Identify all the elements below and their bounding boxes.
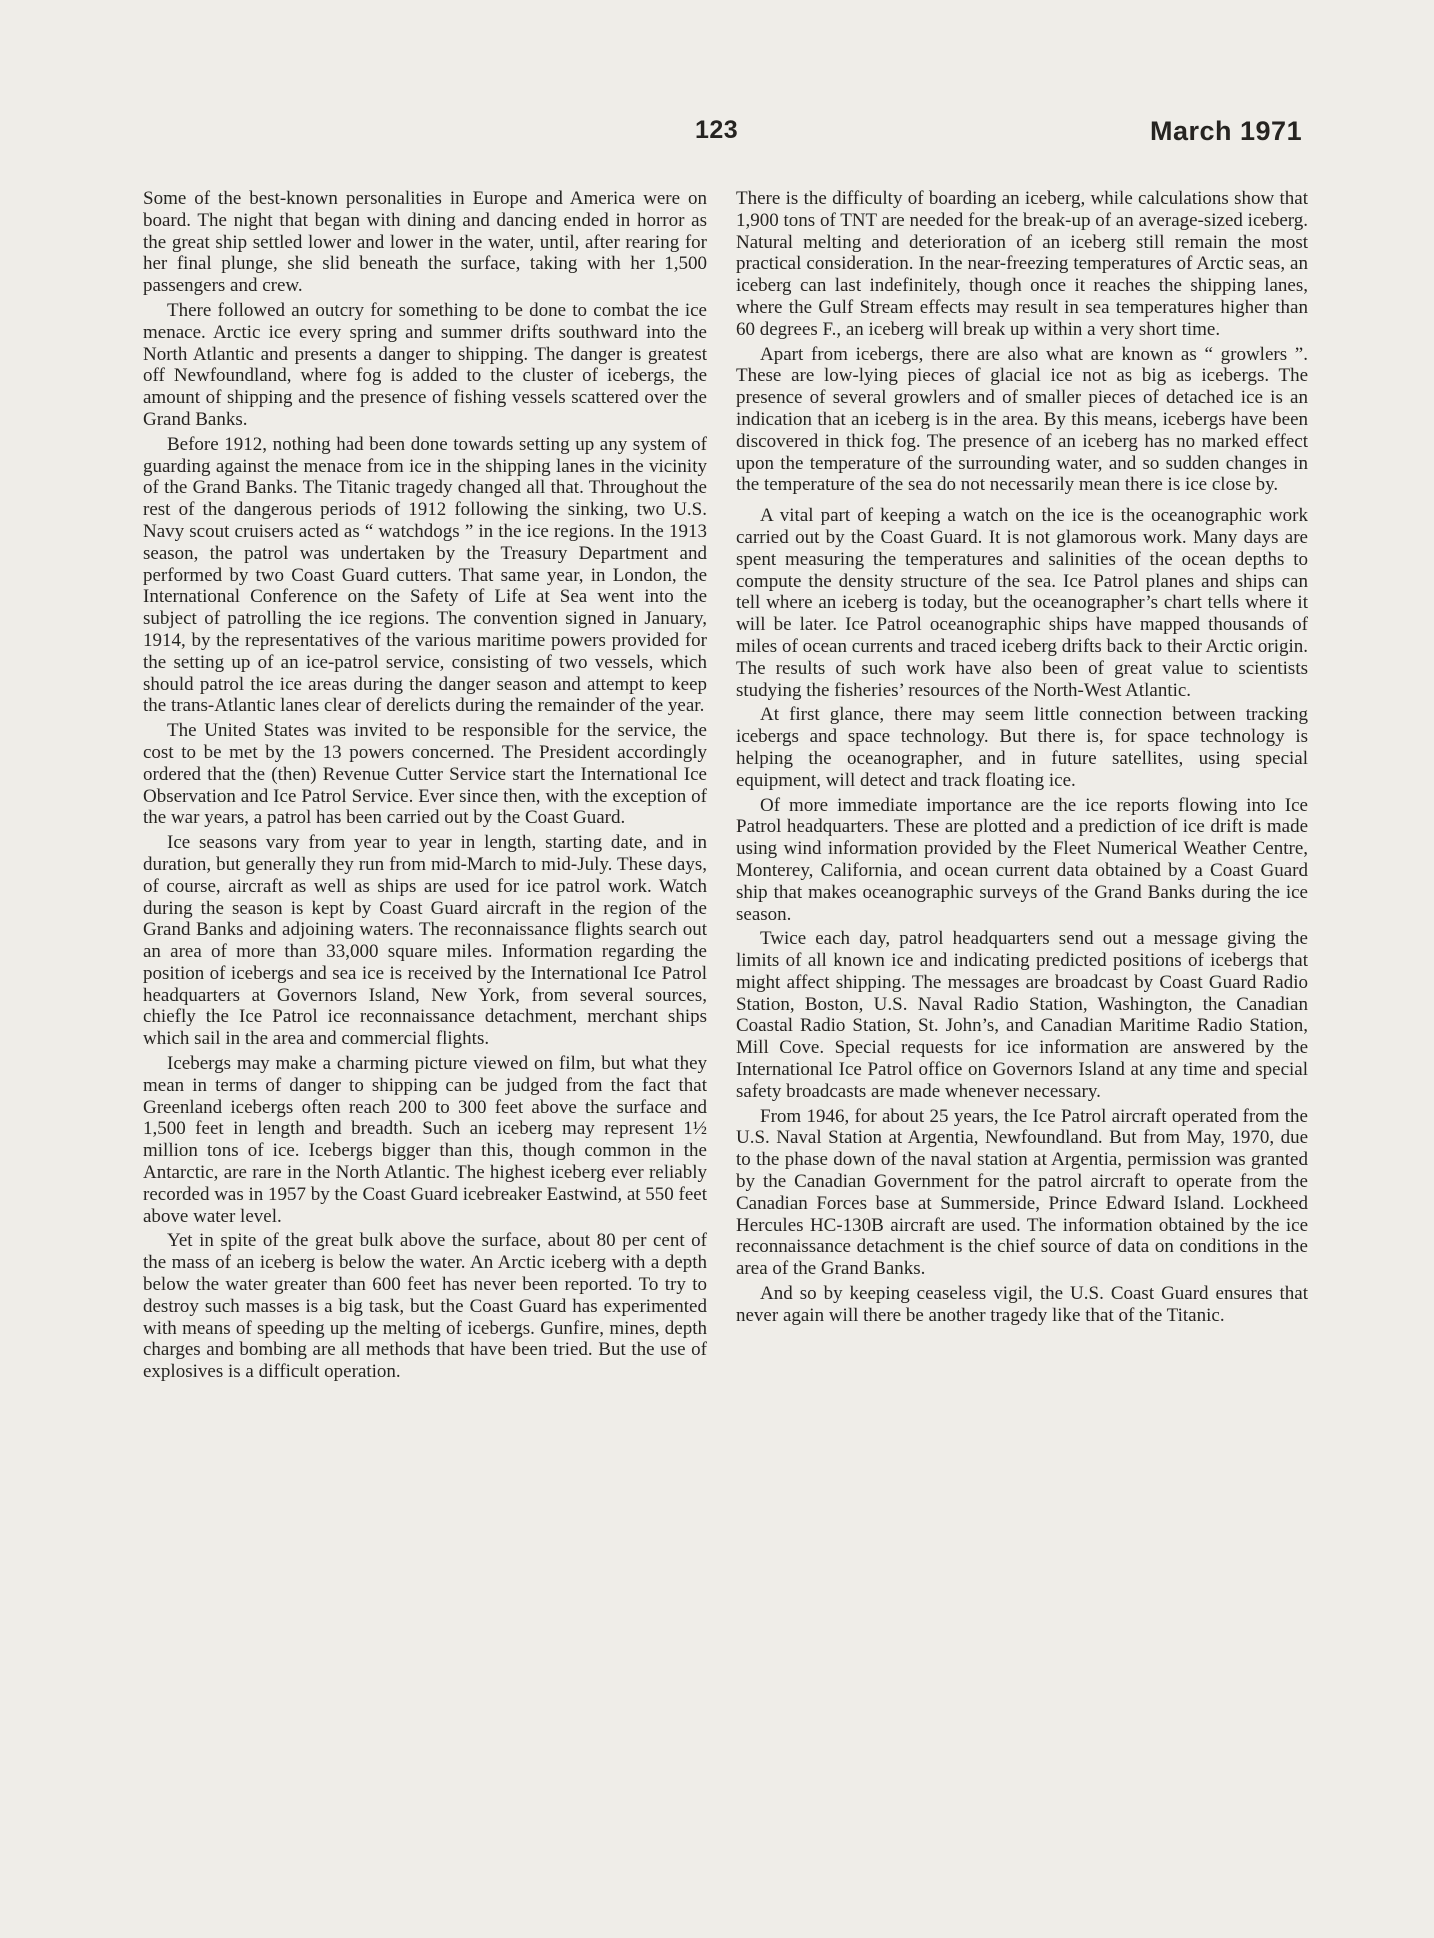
paragraph: The United States was invited to be responsible for the service, the cost to be met by the 13 powers concerned. The President accordingly ordered that the (then) Revenue Cutter Service start the International Ice Observation and Ice Patrol Service. Ever since then, with the exception of the war years, a patrol has been carried out by the Coast Guard. — [143, 720, 707, 829]
paragraph: Ice seasons vary from year to year in length, starting date, and in duration, but generally they run from mid-March to mid-July. These days, of course, aircraft as well as ships are used for ice patrol work. Watch during the season is kept by Coast Guard aircraft in the region of the Grand Banks and adjoining waters. The reconnaissance flights search out an area of more than 33,000 square miles. Information regarding the position of icebergs and sea ice is received by the International Ice Patrol headquarters at Governors Island, New York, from several sources, chiefly the Ice Patrol ice reconnaissance detachment, merchant ships which sail in the area and commercial flights. — [143, 832, 707, 1050]
paragraph: From 1946, for about 25 years, the Ice Patrol aircraft operated from the U.S. Naval Station at Argentia, Newfoundland. But from May, 1970, due to the phase down of the naval station at Argentia, permission was granted by the Canadian Government for the patrol aircraft to operate from the Canadian Forces base at Summerside, Prince Edward Island. Lockheed Hercules HC-130B aircraft are used. The information obtained by the ice reconnaissance detachment is the chief source of data on conditions in the area of the Grand Banks. — [736, 1105, 1308, 1280]
paragraph: Twice each day, patrol headquarters send out a message giving the limits of all known ice and indicating predicted positions of icebergs that might affect shipping. The messages are broadcast by Coast Guard Radio Station, Boston, U.S. Naval Radio Station, Washington, the Canadian Coastal Radio Station, St. John’s, and Canadian Maritime Radio Station, Mill Cove. Special requests for ice information are answered by the International Ice Patrol office on Governors Island at any time and special safety broadcasts are made whenever necessary. — [736, 928, 1308, 1102]
issue-date: March 1971 — [1150, 116, 1303, 146]
paragraph: Icebergs may make a charming picture viewed on film, but what they mean in terms of danger to shipping can be judged from the fact that Greenland icebergs often reach 200 to 300 feet above the surface and 1,500 feet in length and breadth. Such an iceberg may represent 1½ million tons of ice. Icebergs bigger than this, though common in the Antarctic, are rare in the North Atlantic. The highest iceberg ever reliably recorded was in 1957 by the Coast Guard icebreaker Eastwind, at 550 feet above water level. — [143, 1053, 707, 1227]
paragraph: There followed an outcry for something to be done to combat the ice menace. Arctic ice every spring and summer drifts southward into the North Atlantic and presents a danger to shipping. The danger is greatest off Newfoundland, where fog is added to the cluster of icebergs, the amount of shipping and the presence of fishing vessels scattered over the Grand Banks. — [143, 299, 707, 430]
left-column — [143, 188, 707, 1386]
paragraph: At first glance, there may seem little connection between tracking icebergs and space technology. But there is, for space technology is helping the oceanographer, and in future satellites, using special equipment, will detect and track floating ice. — [736, 704, 1308, 791]
right-column — [736, 188, 1308, 1330]
paragraph: There is the difficulty of boarding an iceberg, while calculations show that 1,900 tons of TNT are needed for the break-up of an average-sized iceberg. Natural melting and deterioration of an iceberg still remain the most practical consideration. In the near-freezing temperatures of Arctic seas, an iceberg can last indefinitely, though once it reaches the shipping lanes, where the Gulf Stream effects may result in sea temperatures higher than 60 degrees F., an iceberg will break up within a very short time. — [736, 188, 1308, 340]
paragraph: Before 1912, nothing had been done towards setting up any system of guarding against the menace from ice in the shipping lanes in the vicinity of the Grand Banks. The Titanic tragedy changed all that. Throughout the rest of the dangerous periods of 1912 following the sinking, two U.S. Navy scout cruisers acted as “ watchdogs ” in the ice regions. In the 1913 season, the patrol was undertaken by the Treasury Department and performed by two Coast Guard cutters. That same year, in London, the International Conference on the Safety of Life at Sea went into the subject of patrolling the ice regions. The convention signed in January, 1914, by the representatives of the various maritime powers provided for the setting up of an ice-patrol service, consisting of two vessels, which should patrol the ice areas during the danger season and attempt to keep the trans-Atlantic lanes clear of derelicts during the remainder of the year. — [143, 433, 707, 717]
paragraph: Of more immediate importance are the ice reports flowing into Ice Patrol headquarters. These are plotted and a prediction of ice drift is made using wind information provided by the Fleet Numerical Weather Centre, Monterey, California, and ocean current data obtained by a Coast Guard ship that makes oceanographic surveys of the Grand Banks during the ice season. — [736, 794, 1308, 925]
paragraph: Yet in spite of the great bulk above the surface, about 80 per cent of the mass of an iceberg is below the water. An Arctic iceberg with a depth below the water greater than 600 feet has never been reported. To try to destroy such masses is a big task, but the Coast Guard has experimented with means of speeding up the melting of icebergs. Gunfire, mines, depth charges and bombing are all methods that have been tried. But the use of explosives is a difficult operation. — [143, 1230, 707, 1383]
paragraph: A vital part of keeping a watch on the ice is the oceanographic work carried out by the Coast Guard. It is not glamorous work. Many days are spent measuring the temperatures and salinities of the ocean depths to compute the density structure of the sea. Ice Patrol planes and ships can tell where an iceberg is today, but the oceanographer’s chart tells where it will be later. Ice Patrol oceanographic ships have mapped thousands of miles of ocean currents and traced iceberg drifts back to their Arctic origin. The results of such work have also been of great value to scientists studying the fisheries’ resources of the North-West Atlantic. — [736, 505, 1308, 701]
paragraph: Apart from icebergs, there are also what are known as “ growlers ”. These are low-lying pieces of glacial ice not as big as icebergs. The presence of several growlers and of smaller pieces of detached ice is an indication that an iceberg is in the area. By this means, icebergs have been discovered in thick fog. The presence of an iceberg has no marked effect upon the temperature of the surrounding water, and so sudden changes in the temperature of the sea do not necessarily mean there is ice close by. — [736, 343, 1308, 496]
paragraph: Some of the best-known personalities in Europe and America were on board. The night that began with dining and dancing ended in horror as the great ship settled lower and lower in the water, until, after rearing for her final plunge, she slid beneath the surface, taking with her 1,500 passengers and crew. — [143, 188, 707, 297]
paragraph: And so by keeping ceaseless vigil, the U.S. Coast Guard ensures that never again will there be another tragedy like that of the Titanic. — [736, 1283, 1308, 1326]
page-number: 123 — [695, 116, 739, 144]
